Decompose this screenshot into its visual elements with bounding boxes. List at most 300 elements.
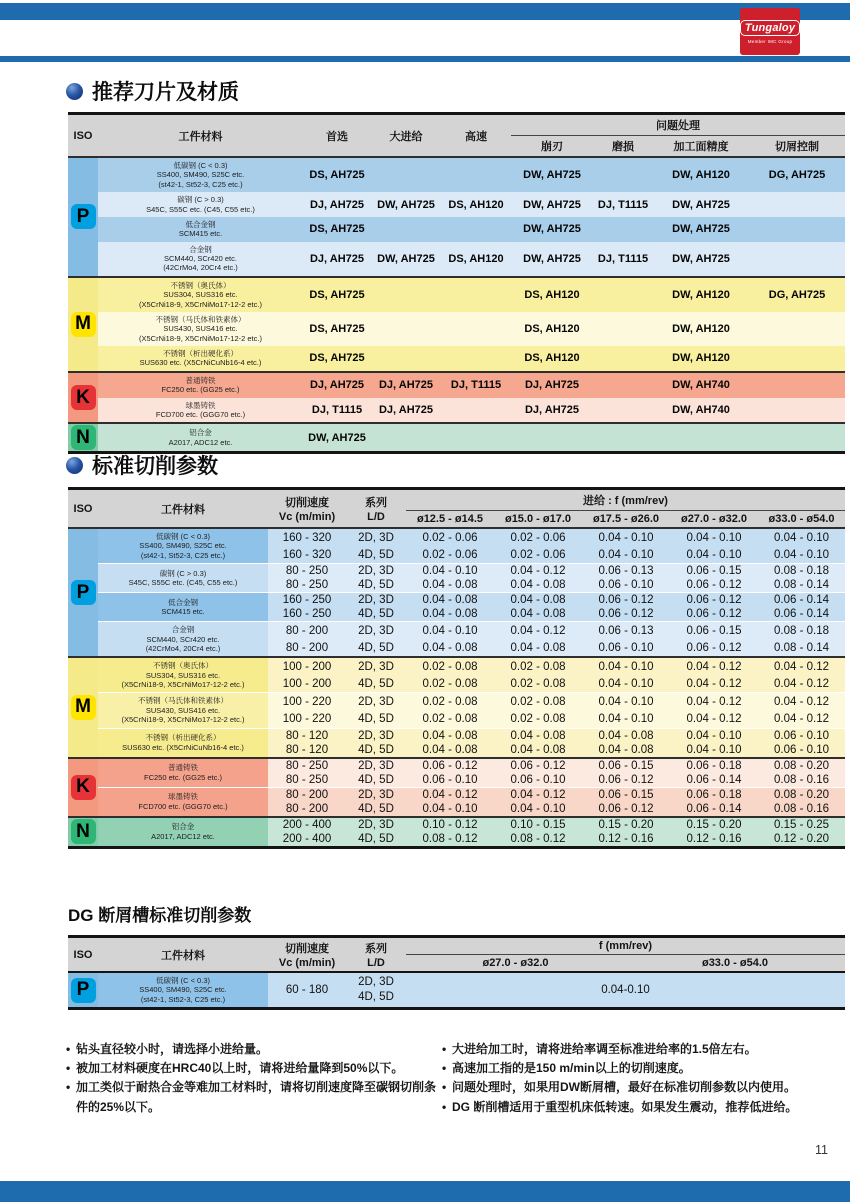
feed-value-cell: 0.04 - 0.10 [670, 728, 758, 743]
feed-header: 进给 : f (mm/rev) [406, 489, 845, 511]
feed-value-cell: 0.06 - 0.13 [582, 622, 670, 640]
feed-value-cell: 0.06 - 0.12 [582, 593, 670, 608]
table-row [68, 657, 845, 675]
cutting-speed-cell: 80 - 250 [268, 773, 346, 788]
value-cell: DW, AH120 [653, 346, 749, 372]
feed-header: f (mm/rev) [406, 937, 845, 955]
table-body [68, 972, 845, 1009]
material-cell [98, 372, 303, 398]
feed-value-cell: 0.04 - 0.08 [494, 593, 582, 608]
feed-value-cell: 0.04 - 0.08 [494, 743, 582, 758]
high-feed-header: 大进给 [371, 114, 441, 158]
standard-cutting-params-table [68, 487, 845, 849]
feed-value-cell: 0.04 - 0.08 [406, 593, 494, 608]
table-row [68, 312, 845, 346]
table-row [68, 192, 845, 217]
feed-value-cell: 0.04 - 0.10 [582, 546, 670, 564]
material-cell [98, 693, 268, 728]
value-cell: DJ, AH725 [303, 242, 371, 277]
accent-line [0, 56, 850, 62]
series-cell: 4D, 5D [346, 639, 406, 657]
material-cell [98, 972, 268, 1009]
feed-value-cell: 0.04 - 0.10 [758, 546, 845, 564]
cutting-speed-cell: 80 - 250 [268, 578, 346, 593]
table-row [68, 622, 845, 640]
feed-value-cell: 0.06 - 0.10 [758, 728, 845, 743]
value-cell: DW, AH740 [653, 398, 749, 424]
recommended-inserts-table [68, 112, 845, 454]
feed-value-cell: 0.04 - 0.12 [670, 657, 758, 675]
value-cell: DS, AH725 [303, 157, 371, 192]
feed-value-cell: 0.06 - 0.15 [670, 622, 758, 640]
value-cell [371, 277, 441, 312]
material-cell [98, 528, 268, 564]
feed-value-cell: 0.02 - 0.08 [406, 710, 494, 728]
value-cell [441, 398, 511, 424]
value-cell: DJ, AH725 [371, 372, 441, 398]
feed-value-cell: 0.15 - 0.25 [758, 817, 845, 832]
feed-value-cell: 0.02 - 0.06 [406, 528, 494, 546]
series-cell: 4D, 5D [346, 802, 406, 817]
feed-value-cell: 0.04 - 0.10 [670, 546, 758, 564]
value-cell: DW, AH725 [371, 192, 441, 217]
cutting-speed-unit: Vc (m/min) [278, 511, 336, 523]
material-cell [98, 217, 303, 242]
table-row [68, 157, 845, 192]
value-cell: DW, AH725 [371, 242, 441, 277]
cutting-speed-cell: 200 - 400 [268, 832, 346, 848]
value-cell [593, 423, 653, 453]
material-line: (42CrMo4, 20Cr4 etc.) [145, 643, 221, 653]
material-line: FC250 etc. (GG25 etc.) [144, 772, 222, 782]
value-cell: DJ, T1115 [441, 372, 511, 398]
material-line: (X5CrNi18-9, X5CrNiMo17-12-2 etc.) [121, 680, 245, 689]
feed-value-cell: 0.06 - 0.18 [670, 787, 758, 802]
cutting-speed-unit: Vc (m/min) [278, 957, 336, 969]
iso-header: ISO [68, 937, 98, 973]
table-header [68, 489, 845, 529]
value-cell: DS, AH725 [303, 312, 371, 346]
feed-value-cell: 0.06 - 0.14 [758, 607, 845, 622]
feed-value-cell: 0.04 - 0.10 [406, 622, 494, 640]
series-cell: 4D, 5D [346, 546, 406, 564]
table-row [68, 277, 845, 312]
cutting-speed-cell: 100 - 220 [268, 710, 346, 728]
iso-p-icon: P [71, 580, 96, 605]
cutting-speed-cell: 80 - 120 [268, 743, 346, 758]
value-cell [593, 346, 653, 372]
feed-value-cell: 0.06 - 0.12 [406, 758, 494, 773]
material-line: A2017, ADC12 etc. [168, 437, 233, 447]
feed-value-cell: 0.08 - 0.20 [758, 758, 845, 773]
value-cell: DW, AH725 [303, 423, 371, 453]
feed-value-cell: 0.04 - 0.12 [758, 657, 845, 675]
feed-value-cell: 0.08 - 0.12 [494, 832, 582, 848]
iso-cell-p [68, 157, 98, 277]
feed-value-cell: 0.04 - 0.08 [582, 743, 670, 758]
material-header: 工件材料 [98, 114, 303, 158]
material-header: 工件材料 [98, 489, 268, 529]
feed-value-cell: 0.04 - 0.12 [406, 787, 494, 802]
value-cell [593, 398, 653, 424]
value-cell [749, 312, 845, 346]
note-item: • 钻头直径较小时，请选择小进给量。 [66, 1040, 438, 1059]
feed-range-header-0: ø27.0 - ø32.0 [406, 955, 625, 973]
series-line: 2D, 3D [358, 976, 394, 989]
material-line: SCM415 etc. [178, 229, 223, 239]
table-header [68, 114, 845, 158]
material-cell [98, 312, 303, 346]
table-row [68, 346, 845, 372]
feed-value-cell: 0.04 - 0.12 [670, 693, 758, 711]
feed-value-cell: 0.04 - 0.10 [494, 802, 582, 817]
feed-value-cell: 0.04 - 0.12 [670, 710, 758, 728]
material-line: 普通铸铁 [168, 763, 198, 773]
bullet-ball-icon [66, 457, 83, 474]
material-line: 碳钢 (C > 0.3) [159, 568, 207, 578]
feed-value-cell: 0.08 - 0.16 [758, 802, 845, 817]
value-cell [749, 372, 845, 398]
material-cell [98, 277, 303, 312]
series-label: 系列 [365, 497, 387, 509]
feed-range-header-2: ø17.5 - ø26.0 [582, 511, 670, 529]
feed-value-cell: 0.06 - 0.15 [582, 787, 670, 802]
value-cell: DJ, AH725 [511, 398, 593, 424]
feed-value-cell: 0.08 - 0.14 [758, 578, 845, 593]
material-line: 不锈钢（奥氏体） [153, 661, 213, 671]
tungaloy-logo [740, 8, 800, 55]
feed-value-cell: 0.04 - 0.10 [582, 693, 670, 711]
section1-title [66, 76, 239, 106]
series-cell: 4D, 5D [346, 607, 406, 622]
bottom-blue-bar [0, 1181, 850, 1202]
material-cell [98, 787, 268, 817]
value-cell [749, 423, 845, 453]
series-cell: 2D, 3D [346, 693, 406, 711]
trouble-subheader-2: 加工面精度 [653, 136, 749, 158]
table-row [68, 972, 845, 1009]
value-cell: DS, AH725 [303, 277, 371, 312]
value-cell [593, 157, 653, 192]
material-line: (st42-1, St52-3, C25 etc.) [158, 179, 243, 189]
feed-value-cell: 0.02 - 0.08 [406, 693, 494, 711]
material-line: SCM415 etc. [161, 607, 205, 617]
value-cell [593, 277, 653, 312]
material-line: 低碳钢 (C < 0.3) [173, 161, 228, 170]
feed-value-cell: 0.06 - 0.10 [494, 773, 582, 788]
feed-value-cell: 0.06 - 0.14 [758, 593, 845, 608]
value-cell: DJ, AH725 [303, 192, 371, 217]
material-line: FCD700 etc. (GGG70 etc.) [155, 409, 246, 419]
series-cell: 4D, 5D [346, 743, 406, 758]
feed-value-cell: 0.06 - 0.10 [582, 639, 670, 657]
value-cell: DJ, AH725 [511, 372, 593, 398]
material-line: (st42-1, St52-3, C25 etc.) [140, 550, 226, 560]
series-cell: 4D, 5D [346, 675, 406, 693]
cutting-speed-label: 切削速度 [285, 943, 329, 955]
section3-title: DG 断屑槽标准切削参数 [68, 906, 252, 925]
material-line: 低合金钢 [168, 597, 198, 607]
feed-value-cell: 0.04 - 0.08 [494, 607, 582, 622]
table-row [68, 728, 845, 743]
feed-value-cell: 0.06 - 0.12 [670, 607, 758, 622]
feed-value-cell: 0.04 - 0.10 [670, 528, 758, 546]
value-cell: DW, AH120 [653, 277, 749, 312]
value-cell: DS, AH725 [303, 346, 371, 372]
iso-n-icon: N [71, 425, 96, 450]
table-row [68, 372, 845, 398]
feed-value-cell: 0.06 - 0.10 [758, 743, 845, 758]
iso-m-icon: M [71, 695, 96, 720]
value-cell: DS, AH120 [441, 242, 511, 277]
note-item: • DG 断削槽适用于重型机床低转速。如果发生震动，推荐低进给。 [442, 1098, 842, 1117]
value-cell [749, 217, 845, 242]
material-cell [98, 398, 303, 424]
feed-value-cell: 0.02 - 0.08 [406, 657, 494, 675]
feed-value-cell: 0.06 - 0.12 [670, 639, 758, 657]
material-cell [98, 192, 303, 217]
top-blue-bar [0, 3, 850, 20]
feed-value-cell: 0.04 - 0.12 [494, 564, 582, 579]
feed-value-cell: 0.06 - 0.10 [406, 773, 494, 788]
series-cell: 2D, 3D [346, 528, 406, 546]
logo-wordmark: Tungaloy [740, 20, 800, 36]
logo-subtitle: Member IMC Group [747, 38, 793, 44]
material-cell [98, 242, 303, 277]
table-row [68, 593, 845, 608]
material-line: SUS630 etc. (X5CrNiCuNb16-4 etc.) [139, 358, 262, 368]
feed-value-cell: 0.02 - 0.08 [494, 675, 582, 693]
feed-value-cell: 0.04 - 0.10 [582, 675, 670, 693]
value-cell: DJ, T1115 [593, 192, 653, 217]
feed-value-cell: 0.06 - 0.14 [670, 773, 758, 788]
feed-value-cell: 0.06 - 0.12 [494, 758, 582, 773]
table-body [68, 157, 845, 453]
value-cell [749, 192, 845, 217]
troubleshooting-header: 问题处理 [511, 114, 845, 136]
series-cell: 2D, 3D [346, 622, 406, 640]
feed-value-cell: 0.12 - 0.16 [582, 832, 670, 848]
value-cell: DJ, AH725 [303, 372, 371, 398]
feed-value-cell: 0.04 - 0.12 [494, 622, 582, 640]
table-row [68, 817, 845, 832]
cutting-speed-cell: 80 - 200 [268, 639, 346, 657]
feed-value-cell: 0.08 - 0.16 [758, 773, 845, 788]
material-line: 合金钢 [189, 244, 212, 254]
header-row [68, 489, 845, 511]
feed-value-cell: 0.08 - 0.20 [758, 787, 845, 802]
table-row [68, 528, 845, 546]
feed-value-cell: 0.04 - 0.12 [758, 693, 845, 711]
value-cell: DW, AH120 [653, 157, 749, 192]
iso-cell-n [68, 817, 98, 848]
value-cell [441, 217, 511, 242]
material-line: 低碳钢 (C < 0.3) [156, 532, 210, 541]
feed-value-cell: 0.06 - 0.15 [582, 758, 670, 773]
series-cell: 2D, 3D [346, 564, 406, 579]
iso-n-icon: N [71, 819, 96, 844]
feed-range-header-0: ø12.5 - ø14.5 [406, 511, 494, 529]
feed-value-cell: 0.04 - 0.12 [670, 675, 758, 693]
material-line: SCM440, SCr420 etc. [146, 634, 220, 644]
iso-cell-p [68, 528, 98, 657]
cutting-speed-header [268, 937, 346, 973]
bullet-ball-icon [66, 83, 83, 100]
cutting-speed-cell: 80 - 250 [268, 758, 346, 773]
feed-value-cell: 0.04 - 0.08 [406, 743, 494, 758]
value-cell [749, 242, 845, 277]
feed-value-cell: 0.02 - 0.08 [494, 657, 582, 675]
value-cell: DG, AH725 [749, 157, 845, 192]
value-cell [593, 372, 653, 398]
cutting-speed-cell: 60 - 180 [268, 972, 346, 1009]
table-row [68, 758, 845, 773]
cutting-speed-cell: 80 - 200 [268, 787, 346, 802]
feed-value-cell: 0.02 - 0.08 [494, 693, 582, 711]
feed-value-cell: 0.06 - 0.12 [582, 773, 670, 788]
material-header: 工件材料 [98, 937, 268, 973]
cutting-speed-cell: 160 - 250 [268, 607, 346, 622]
iso-cell-p [68, 972, 98, 1009]
iso-header: ISO [68, 114, 98, 158]
iso-cell-n [68, 423, 98, 453]
high-speed-header: 高速 [441, 114, 511, 158]
feed-value-cell: 0.10 - 0.15 [494, 817, 582, 832]
first-choice-header: 首选 [303, 114, 371, 158]
cutting-speed-cell: 160 - 320 [268, 528, 346, 546]
table-row [68, 693, 845, 711]
series-cell: 2D, 3D [346, 728, 406, 743]
material-line: 不锈钢（析出硬化系） [163, 349, 238, 358]
material-cell [98, 657, 268, 693]
feed-value-cell: 0.02 - 0.08 [494, 710, 582, 728]
note-item: • 高速加工指的是150 m/min以上的切削速度。 [442, 1059, 842, 1078]
value-cell: DW, AH725 [653, 192, 749, 217]
table-row [68, 217, 845, 242]
value-cell: DS, AH120 [441, 192, 511, 217]
material-line: 铝合金 [171, 822, 195, 832]
feed-value-cell: 0.04 - 0.10 [670, 743, 758, 758]
table-row [68, 398, 845, 424]
material-line: SUS304, SUS316 etc. [163, 290, 238, 300]
iso-p-icon: P [71, 204, 96, 229]
cutting-speed-cell: 80 - 250 [268, 564, 346, 579]
material-cell [98, 622, 268, 658]
series-cell: 2D, 3D [346, 817, 406, 832]
material-cell [98, 346, 303, 372]
material-cell [98, 157, 303, 192]
trouble-subheader-0: 崩刃 [511, 136, 593, 158]
feed-value-cell: 0.06 - 0.12 [670, 593, 758, 608]
material-cell [98, 423, 303, 453]
iso-cell-k [68, 372, 98, 424]
series-cell: 2D, 3D [346, 593, 406, 608]
value-cell: DJ, T1115 [593, 242, 653, 277]
material-cell [98, 593, 268, 622]
note-item: • 被加工材料硬度在HRC40以上时，请将进给量降到50%以下。 [66, 1059, 438, 1078]
feed-value-cell: 0.04 - 0.08 [406, 728, 494, 743]
value-cell: DW, AH120 [653, 312, 749, 346]
series-line: 4D, 5D [358, 991, 394, 1004]
value-cell: DG, AH725 [749, 277, 845, 312]
iso-cell-k [68, 758, 98, 817]
material-line: SS400, SM490, S25C etc. [139, 541, 227, 551]
value-cell [371, 423, 441, 453]
series-label: 系列 [365, 943, 387, 955]
page-number: 11 [815, 1143, 828, 1157]
iso-header: ISO [68, 489, 98, 529]
series-header [346, 489, 406, 529]
value-cell: DS, AH120 [511, 312, 593, 346]
note-item: • 问题处理时，如果用DW断屑槽，最好在标准切削参数以内使用。 [442, 1078, 842, 1097]
material-line: A2017, ADC12 etc. [151, 831, 215, 841]
feed-value-cell: 0.04 - 0.08 [406, 639, 494, 657]
section2-title-text: 标准切削参数 [92, 455, 218, 478]
series-unit: L/D [367, 511, 385, 523]
value-cell: DJ, T1115 [303, 398, 371, 424]
value-cell [371, 217, 441, 242]
value-cell: DW, AH725 [511, 217, 593, 242]
feed-value-cell: 0.06 - 0.14 [670, 802, 758, 817]
feed-value-cell: 0.06 - 0.10 [582, 578, 670, 593]
feed-value-cell: 0.15 - 0.20 [670, 817, 758, 832]
feed-value-cell: 0.08 - 0.14 [758, 639, 845, 657]
feed-value-cell: 0.10 - 0.12 [406, 817, 494, 832]
notes-left [66, 1040, 438, 1117]
material-cell [98, 728, 268, 758]
feed-value-cell: 0.04 - 0.08 [494, 578, 582, 593]
series-cell: 4D, 5D [346, 710, 406, 728]
feed-value-cell: 0.04 - 0.08 [582, 728, 670, 743]
cutting-speed-cell: 100 - 200 [268, 657, 346, 675]
feed-value-cell: 0.06 - 0.18 [670, 758, 758, 773]
material-cell [98, 758, 268, 788]
material-line: (42CrMo4, 20Cr4 etc.) [163, 263, 238, 273]
series-cell: 4D, 5D [346, 773, 406, 788]
material-line: SUS430, SUS416 etc. [145, 705, 221, 715]
cutting-speed-cell: 100 - 220 [268, 693, 346, 711]
cutting-speed-cell: 80 - 200 [268, 622, 346, 640]
feed-range-header-1: ø15.0 - ø17.0 [494, 511, 582, 529]
feed-value-cell: 0.04 - 0.08 [406, 578, 494, 593]
value-cell: DW, AH740 [653, 372, 749, 398]
feed-value-cell: 0.12 - 0.16 [670, 832, 758, 848]
value-cell [441, 312, 511, 346]
value-cell [511, 423, 593, 453]
material-line: 普通铸铁 [185, 375, 216, 385]
feed-value-cell: 0.02 - 0.06 [494, 528, 582, 546]
series-cell: 4D, 5D [346, 578, 406, 593]
feed-value-cell: 0.06 - 0.13 [582, 564, 670, 579]
table-body [68, 528, 845, 847]
series-unit: L/D [367, 957, 385, 969]
table-row [68, 787, 845, 802]
value-cell [441, 157, 511, 192]
feed-value-cell: 0.02 - 0.08 [406, 675, 494, 693]
feed-value-cell: 0.04 - 0.08 [406, 607, 494, 622]
feed-value-cell: 0.04 - 0.12 [758, 675, 845, 693]
feed-value-cell: 0.04 - 0.12 [494, 787, 582, 802]
material-line: (st42-1, St52-3, C25 etc.) [140, 994, 226, 1004]
material-line: 铝合金 [189, 428, 212, 438]
material-line: 球墨铸铁 [185, 400, 216, 410]
value-cell: DW, AH725 [653, 242, 749, 277]
series-cell [346, 972, 406, 1009]
feed-value-cell: 0.04 - 0.12 [758, 710, 845, 728]
table-row [68, 242, 845, 277]
value-cell [441, 346, 511, 372]
cutting-speed-cell: 80 - 120 [268, 728, 346, 743]
